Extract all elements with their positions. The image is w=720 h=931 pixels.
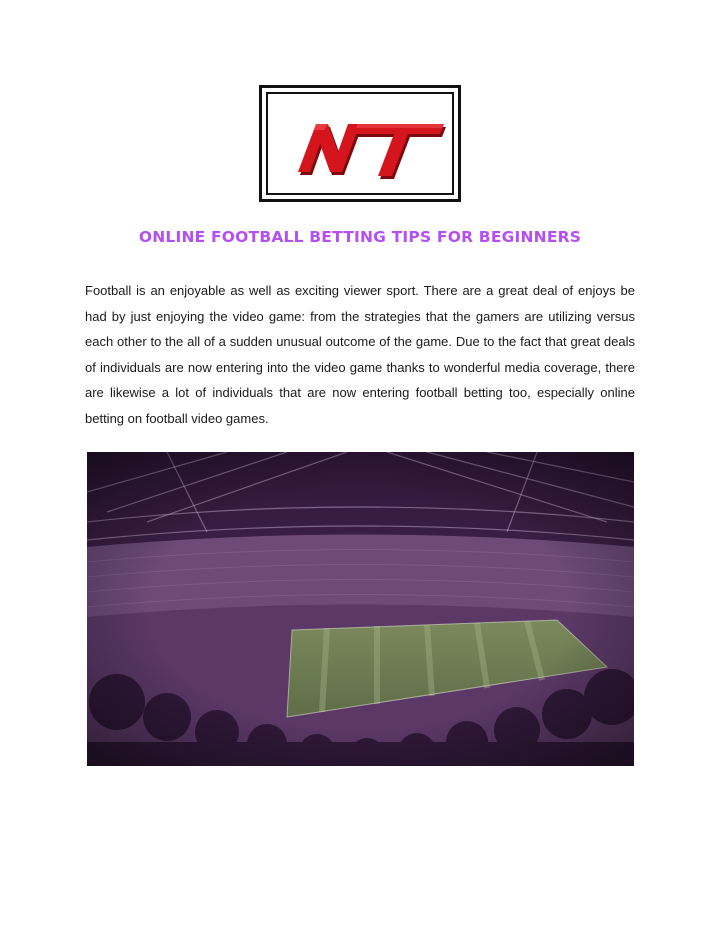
stadium-photo	[87, 452, 634, 766]
nt-logo-icon	[268, 94, 454, 195]
logo-frame	[259, 85, 461, 202]
article-paragraph: Football is an enjoyable as well as exciting viewer sport. There are a great deal of enjoys be had by just enjoying the video game: from the strategies that the gamers are utilizing versus each other to the all of a sudden unusual outcome of the game. Due to the fact that great deals of individuals are now entering into the video game thanks to wonderful media coverage, there are likewise a lot of individuals that are now entering football betting too, especially online betting on football video games.	[85, 283, 635, 426]
article-title: ONLINE FOOTBALL BETTING TIPS FOR BEGINNERS	[138, 228, 582, 246]
stadium-crowd-photo-icon	[87, 452, 634, 766]
logo-inner-border	[266, 92, 454, 195]
